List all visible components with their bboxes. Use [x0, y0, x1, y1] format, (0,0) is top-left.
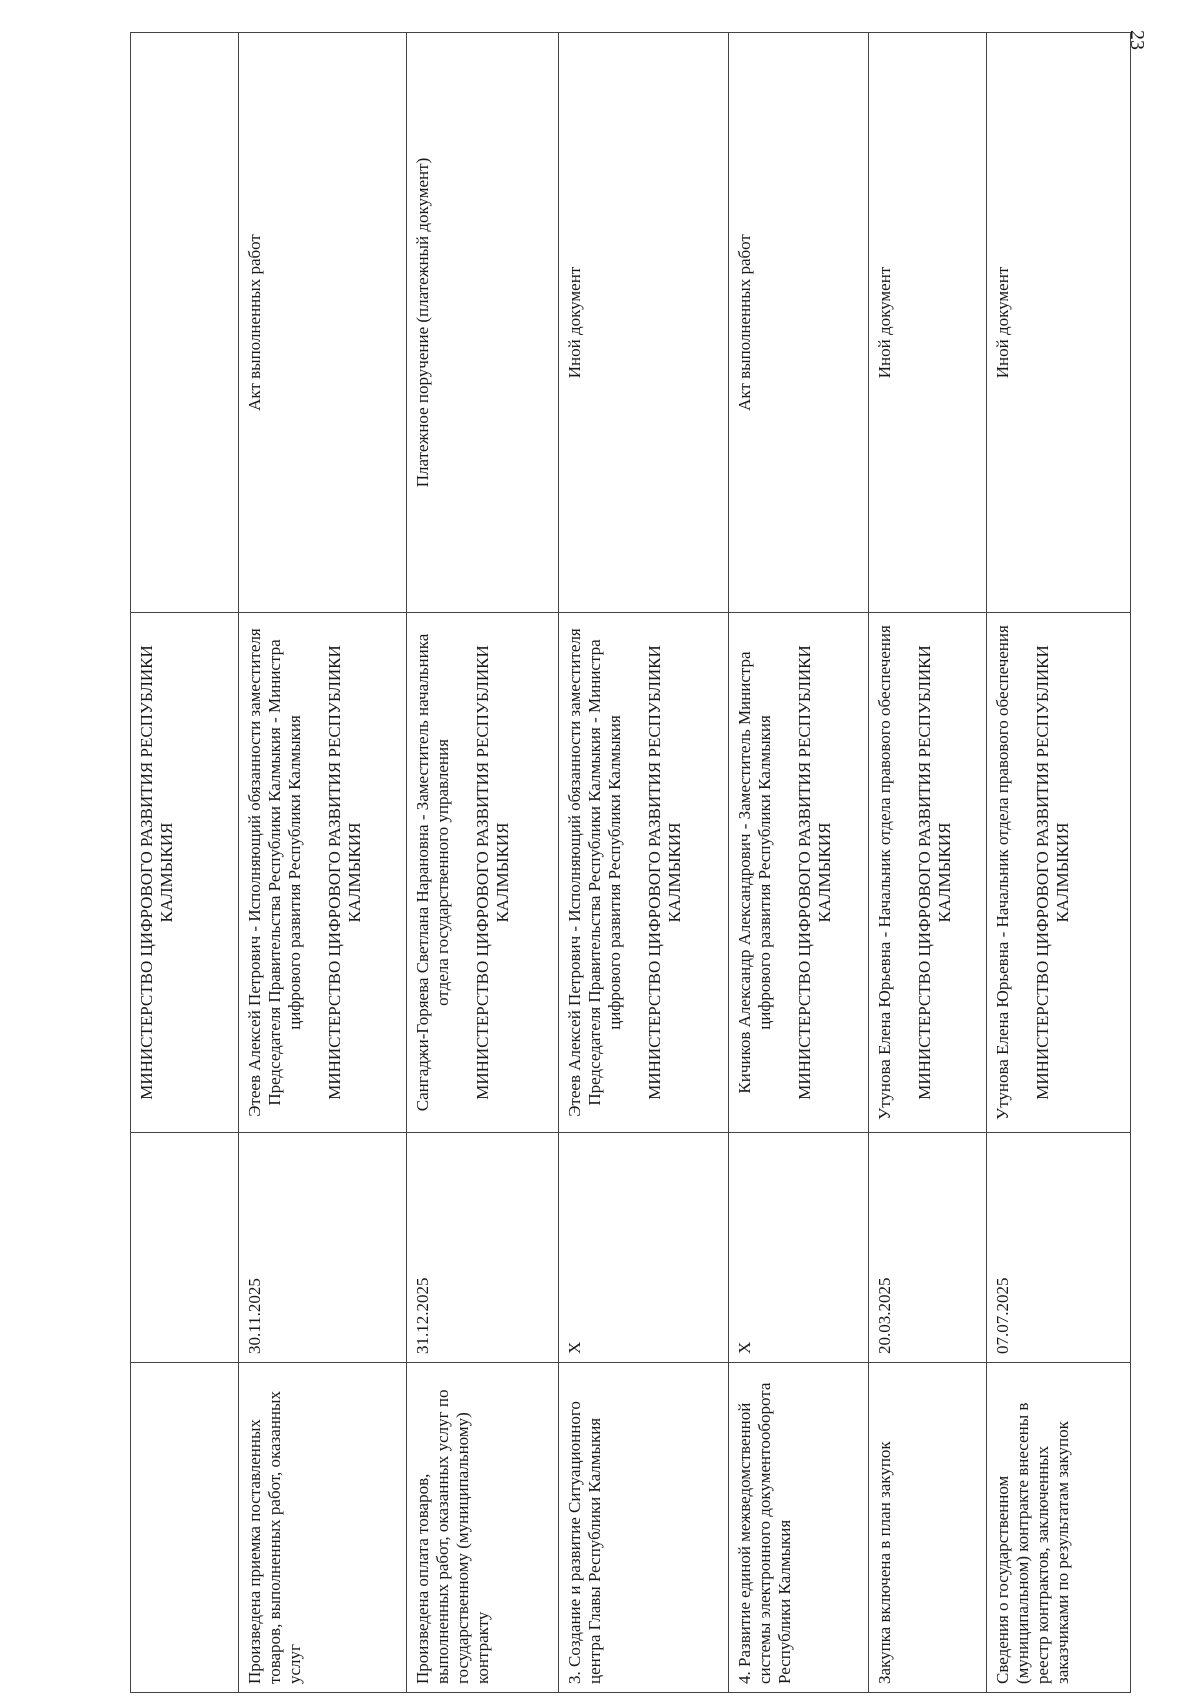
document-cell: Иной документ [987, 33, 1131, 613]
responsible-org: МИНИСТЕРСТВО ЦИФРОВОГО РАЗВИТИЯ РЕСПУБЛИКИ КАЛМЫКИЯ [473, 645, 513, 1100]
responsible-cell [131, 613, 239, 1133]
task-cell: 4. Развитие единой межведомственной системы электронного документооборота Республики Калмыкия [729, 1363, 869, 1693]
task-cell: 3. Создание и развитие Ситуационного центра Главы Республики Калмыкия [559, 1363, 729, 1693]
task-cell: Произведена приемка поставленных товаров, выполненных работ, оказанных услуг [239, 1363, 407, 1693]
date-cell: 31.12.2025 [407, 1133, 559, 1363]
task-cell [131, 1363, 239, 1693]
date-cell: 30.11.2025 [239, 1133, 407, 1363]
task-cell: Сведения о государственном (муниципальном) контракте внесены в реестр контрактов, заключенных заказчиками по результатам закупок [987, 1363, 1131, 1693]
responsible-cell [239, 613, 407, 1133]
table-row [131, 33, 239, 1693]
responsible-cell [559, 613, 729, 1133]
responsible-cell [987, 613, 1131, 1133]
document-cell: Иной документ [869, 33, 987, 613]
responsible-name: Сангаджи-Горяева Светлана Нарановна - Заместитель начальника отдела государственного управления [413, 633, 453, 1112]
date-cell: X [559, 1133, 729, 1363]
date-cell [131, 1133, 239, 1363]
responsible-org: МИНИСТЕРСТВО ЦИФРОВОГО РАЗВИТИЯ РЕСПУБЛИКИ КАЛМЫКИЯ [795, 645, 835, 1100]
date-cell: 20.03.2025 [869, 1133, 987, 1363]
table-row [987, 33, 1131, 1693]
task-cell: Произведена оплата товаров, выполненных работ, оказанных услуг по государственному (муниципальному) контракту [407, 1363, 559, 1693]
table-row [869, 33, 987, 1693]
date-cell: X [729, 1133, 869, 1363]
table-row [729, 33, 869, 1693]
responsible-name: Утунова Елена Юрьевна - Начальник отдела правового обеспечения [875, 625, 894, 1120]
responsible-name: Утунова Елена Юрьевна - Начальник отдела правового обеспечения [993, 625, 1012, 1120]
responsible-name: Этеев Алексей Петрович - Исполняющий обязанности заместителя Председателя Правительства Республики Калмыкия - Министра цифрового развития Республики Калмыкия [565, 628, 625, 1117]
date-cell: 07.07.2025 [987, 1133, 1131, 1363]
document-cell: Акт выполненных работ [729, 33, 869, 613]
document-cell [131, 33, 239, 613]
responsible-org: МИНИСТЕРСТВО ЦИФРОВОГО РАЗВИТИЯ РЕСПУБЛИКИ КАЛМЫКИЯ [1033, 645, 1073, 1100]
table-row [239, 33, 407, 1693]
responsible-org: МИНИСТЕРСТВО ЦИФРОВОГО РАЗВИТИЯ РЕСПУБЛИКИ КАЛМЫКИЯ [137, 645, 177, 1100]
document-cell: Платежное поручение (платежный документ) [407, 33, 559, 613]
control-points-table [130, 32, 1131, 1693]
page-number: 23 [1126, 30, 1148, 50]
table-row [407, 33, 559, 1693]
document-cell: Акт выполненных работ [239, 33, 407, 613]
table-row [559, 33, 729, 1693]
rotated-page [130, 33, 1130, 1693]
responsible-cell [407, 613, 559, 1133]
responsible-cell [729, 613, 869, 1133]
responsible-name: Кичиков Александр Александрович - Заместитель Министра цифрового развития Республики Калмыкия [735, 651, 775, 1094]
document-cell: Иной документ [559, 33, 729, 613]
responsible-cell [869, 613, 987, 1133]
responsible-org: МИНИСТЕРСТВО ЦИФРОВОГО РАЗВИТИЯ РЕСПУБЛИКИ КАЛМЫКИЯ [915, 645, 955, 1100]
task-cell: Закупка включена в план закупок [869, 1363, 987, 1693]
responsible-name: Этеев Алексей Петрович - Исполняющий обязанности заместителя Председателя Правительства Республики Калмыкия - Министра цифрового развития Республики Калмыкия [245, 628, 305, 1117]
responsible-org: МИНИСТЕРСТВО ЦИФРОВОГО РАЗВИТИЯ РЕСПУБЛИКИ КАЛМЫКИЯ [325, 645, 365, 1100]
responsible-org: МИНИСТЕРСТВО ЦИФРОВОГО РАЗВИТИЯ РЕСПУБЛИКИ КАЛМЫКИЯ [645, 645, 685, 1100]
